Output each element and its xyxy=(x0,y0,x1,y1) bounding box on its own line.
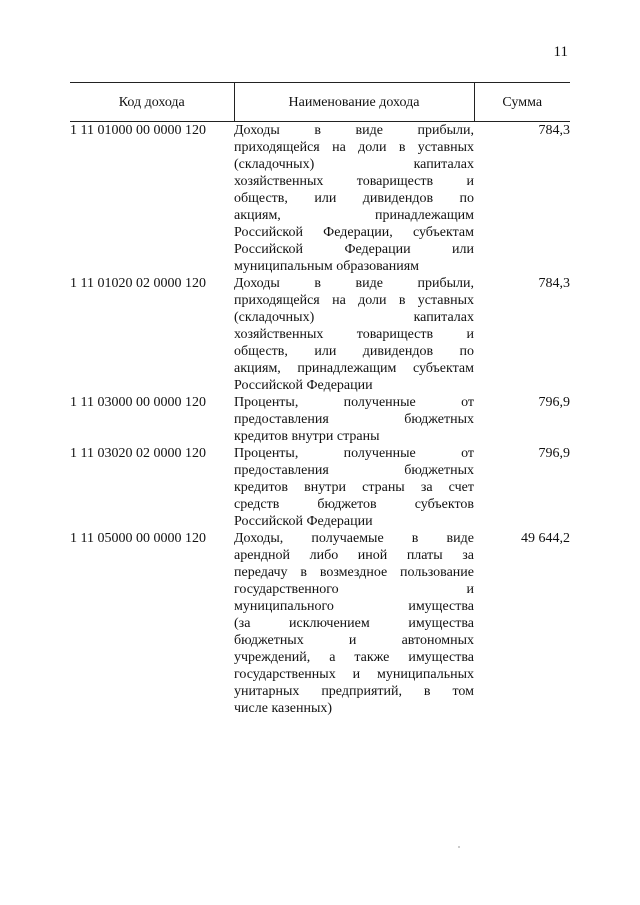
revenue-name-line: Проценты, полученные от xyxy=(234,446,474,461)
revenue-name-line: средств бюджетов субъектов xyxy=(234,497,474,512)
revenue-name-line: государственных и муниципальных xyxy=(234,667,474,682)
table-row xyxy=(70,275,570,394)
revenue-name-line: (за исключением имущества xyxy=(234,616,474,631)
revenue-name-line: государственного и xyxy=(234,582,474,597)
header-sum: Сумма xyxy=(474,83,570,122)
revenue-name-line: Российской Федерации xyxy=(234,514,373,529)
revenue-name-line: кредитов внутри страны xyxy=(234,429,380,444)
revenue-name xyxy=(234,394,474,445)
revenue-name-line: (складочных) капиталах xyxy=(234,310,474,325)
table-body xyxy=(70,122,570,718)
revenue-code: 1 11 01020 02 0000 120 xyxy=(70,276,206,291)
table-row xyxy=(70,122,570,276)
revenue-name-line: муниципальным образованиям xyxy=(234,259,419,274)
revenue-name-line: обществ, или дивидендов по xyxy=(234,191,474,206)
revenue-name-line: числе казенных) xyxy=(234,701,333,716)
revenue-name xyxy=(234,275,474,394)
revenue-name xyxy=(234,122,474,276)
revenue-name-line: обществ, или дивидендов по xyxy=(234,344,474,359)
revenue-name-line: Доходы в виде прибыли, xyxy=(234,123,474,138)
table-row xyxy=(70,530,570,717)
revenue-name xyxy=(234,445,474,530)
revenue-name-line: приходящейся на доли в уставных xyxy=(234,293,474,308)
table-row xyxy=(70,445,570,530)
revenue-sum: 784,3 xyxy=(538,123,570,138)
revenue-table xyxy=(70,82,570,717)
revenue-name-line: бюджетных и автономных xyxy=(234,633,474,648)
header-name: Наименование дохода xyxy=(234,83,474,122)
revenue-sum: 796,9 xyxy=(538,446,570,461)
revenue-name-line: Доходы в виде прибыли, xyxy=(234,276,474,291)
revenue-name-line: арендной либо иной платы за xyxy=(234,548,474,563)
revenue-name-line: передачу в возмездное пользование xyxy=(234,565,474,580)
revenue-name-line: приходящейся на доли в уставных xyxy=(234,140,474,155)
revenue-name-line: учреждений, а также имущества xyxy=(234,650,474,665)
revenue-name-line: Российской Федерации, субъектам xyxy=(234,225,474,240)
scan-speck xyxy=(458,846,460,848)
revenue-name-line: (складочных) капиталах xyxy=(234,157,474,172)
header-code: Код дохода xyxy=(70,83,234,122)
page-number: 11 xyxy=(553,44,568,60)
revenue-code: 1 11 03020 02 0000 120 xyxy=(70,446,206,461)
revenue-name-line: предоставления бюджетных xyxy=(234,463,474,478)
table-header xyxy=(70,83,570,122)
revenue-sum: 784,3 xyxy=(538,276,570,291)
revenue-name-line: предоставления бюджетных xyxy=(234,412,474,427)
revenue-name-line: акциям, принадлежащим субъектам xyxy=(234,361,474,376)
revenue-sum: 49 644,2 xyxy=(521,531,570,546)
revenue-sum: 796,9 xyxy=(538,395,570,410)
revenue-name-line: акциям, принадлежащим xyxy=(234,208,474,223)
revenue-code: 1 11 03000 00 0000 120 xyxy=(70,395,206,410)
revenue-name-line: Российской Федерации или xyxy=(234,242,474,257)
revenue-name-line: хозяйственных товариществ и xyxy=(234,174,474,189)
revenue-name-line: Проценты, полученные от xyxy=(234,395,474,410)
revenue-name-line: кредитов внутри страны за счет xyxy=(234,480,474,495)
table-row xyxy=(70,394,570,445)
revenue-name-line: унитарных предприятий, в том xyxy=(234,684,474,699)
revenue-name-line: Российской Федерации xyxy=(234,378,373,393)
revenue-name-line: Доходы, получаемые в виде xyxy=(234,531,474,546)
revenue-name xyxy=(234,530,474,717)
revenue-name-line: муниципального имущества xyxy=(234,599,474,614)
revenue-code: 1 11 01000 00 0000 120 xyxy=(70,123,206,138)
revenue-code: 1 11 05000 00 0000 120 xyxy=(70,531,206,546)
revenue-name-line: хозяйственных товариществ и xyxy=(234,327,474,342)
